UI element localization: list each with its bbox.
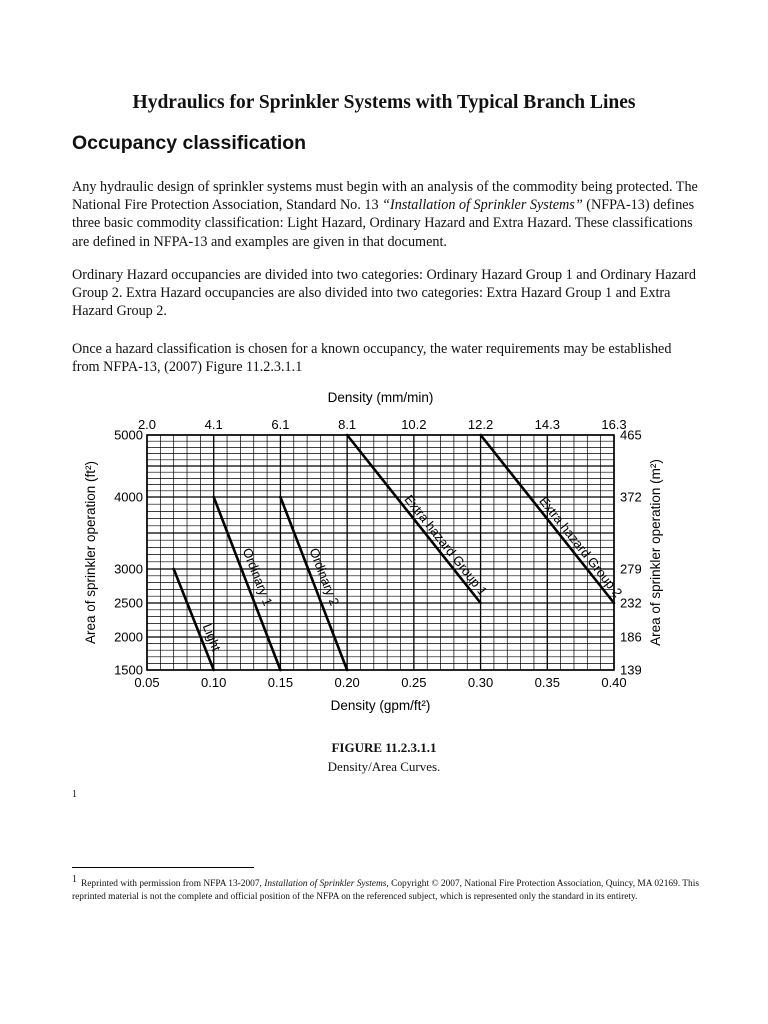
paragraph-1-text-b: (NFPA-13) defines three basic commodity classification: Light Hazard, Ordinary Hazard and Extra Hazard. These classifications are defined in NFPA-13 and examples are given in that document. — [72, 197, 695, 250]
x2-tick-label: 14.3 — [534, 417, 560, 432]
x-tick-label: 0.40 — [601, 675, 627, 690]
series-label: Ordinary 1 — [239, 545, 276, 608]
series-line-light — [174, 569, 214, 670]
chart-series — [174, 435, 614, 670]
standard-title: “Installation of Sprinkler Systems” — [382, 197, 583, 214]
series-label: Extra hazard Group 1 — [401, 491, 491, 599]
x2-tick-label: 10.2 — [401, 417, 427, 432]
x-tick-label: 0.05 — [134, 675, 160, 690]
y2-tick-label: 465 — [620, 427, 642, 443]
y2-tick-label: 139 — [620, 662, 642, 678]
chart-labels — [83, 390, 663, 713]
y2-tick-label: 232 — [620, 595, 642, 611]
x2-tick-label: 12.2 — [467, 417, 494, 432]
x-tick-label: 0.15 — [267, 675, 294, 690]
x2-tick-label: 8.1 — [338, 417, 357, 432]
document-title: Hydraulics for Sprinkler Systems with Typical Branch Lines — [132, 92, 636, 113]
y-tick-label: 2000 — [114, 629, 143, 645]
series-line-ordinary-1 — [214, 497, 281, 670]
y-axis-title: Area of sprinkler operation (ft²) — [83, 460, 98, 645]
x2-tick-label: 4.1 — [204, 417, 223, 432]
footnote-marker: 1 — [72, 874, 77, 885]
figure-title: Density/Area Curves. — [327, 759, 441, 774]
x2-tick-label: 16.3 — [601, 417, 627, 432]
x-axis-title: Density (gpm/ft²) — [330, 698, 431, 713]
y-tick-label: 4000 — [114, 489, 143, 505]
series-label: Light — [199, 621, 225, 654]
series-label: Ordinary 2 — [306, 545, 343, 608]
x2-tick-label: 2.0 — [137, 417, 157, 432]
x-tick-label: 0.10 — [201, 675, 227, 690]
footnote-divider — [72, 867, 254, 868]
series-label: Extra hazard Group 2 — [536, 493, 626, 601]
series-line-ordinary-2 — [280, 497, 347, 670]
footnote-text-b: Copyright © 2007, National Fire Protection Association, Quincy, MA 02169. This reprinted material is not the complete and official position of the NFPA on the referenced subject, which is represented only the standard in its entirety. — [72, 879, 699, 903]
x-tick-label: 0.35 — [534, 675, 560, 690]
y2-axis-title: Area of sprinkler operation (m²) — [648, 459, 663, 646]
footnote — [72, 873, 702, 904]
y-tick-label: 5000 — [114, 427, 143, 443]
x-tick-label: 0.25 — [401, 675, 427, 690]
paragraph-2: Ordinary Hazard occupancies are divided into two categories: Ordinary Hazard Group 1 and Ordinary Hazard Group 2. Extra Hazard occupancies are also divided into two categories: Extra Hazard Group 1 and Extra Hazard Group 2. — [72, 267, 696, 320]
figure-caption — [0, 738, 768, 776]
x-tick-label: 0.30 — [467, 675, 494, 690]
footnote-text-a: Reprinted with permission from NFPA 13-2007, — [81, 879, 265, 890]
section-heading: Occupancy classification — [72, 132, 307, 154]
x2-axis-title: Density (mm/min) — [327, 390, 434, 405]
y-tick-label: 2500 — [114, 595, 143, 611]
y-tick-label: 1500 — [114, 662, 143, 678]
y-tick-label: 3000 — [114, 561, 143, 577]
paragraph-1 — [72, 178, 702, 251]
x2-tick-label: 6.1 — [271, 417, 290, 432]
footnote-italic: Installation of Sprinkler Systems, — [264, 879, 389, 890]
y2-tick-label: 186 — [620, 629, 642, 645]
x-tick-label: 0.20 — [334, 675, 360, 690]
y2-tick-label: 372 — [620, 489, 642, 505]
footnote-reference: 1 — [72, 789, 77, 800]
paragraph-1-text-a: Any hydraulic design of sprinkler systems must begin with an analysis of the commodity being protected. The National Fire Protection Association, Standard No. 13 — [72, 179, 698, 214]
y2-tick-label: 279 — [620, 561, 642, 577]
density-area-chart — [80, 386, 680, 726]
paragraph-3: Once a hazard classification is chosen for a known occupancy, the water requirements may be established from NFPA-13, (2007) Figure 11.2.3.1.1 — [72, 341, 672, 376]
figure-number: FIGURE 11.2.3.1.1 — [331, 740, 437, 755]
